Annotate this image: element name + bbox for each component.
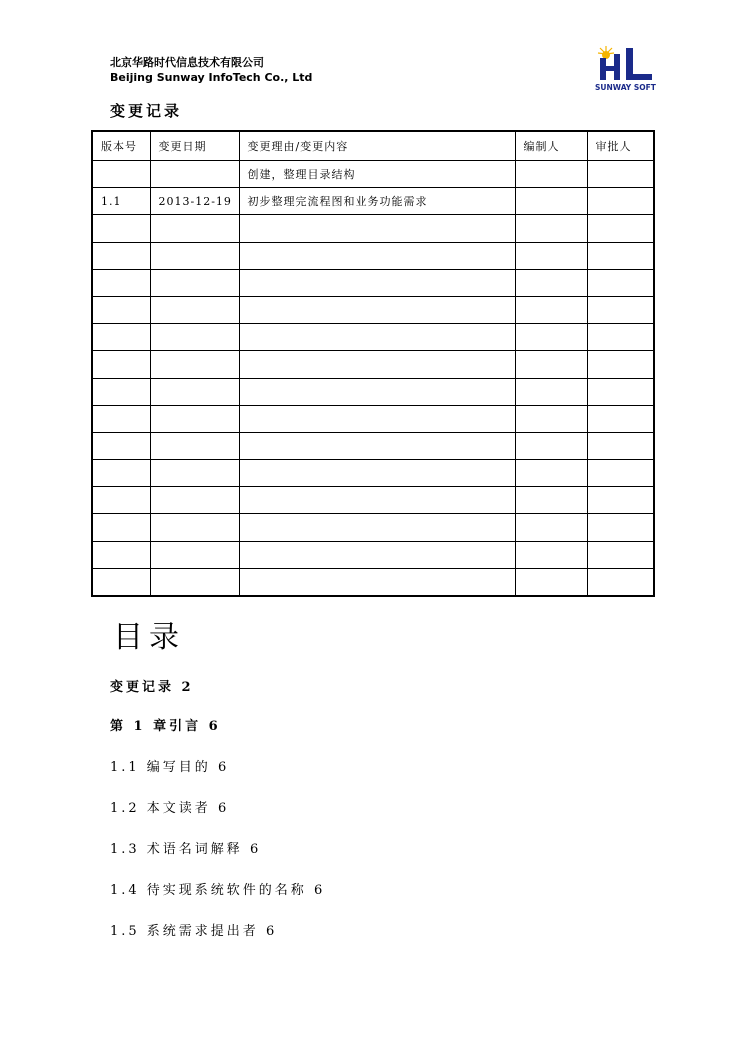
col-reason: 变更理由/变更内容	[239, 131, 515, 161]
table-cell	[587, 541, 654, 568]
table-cell: 1.1	[92, 188, 150, 215]
table-cell	[587, 188, 654, 215]
table-row	[92, 215, 654, 242]
table-cell	[515, 351, 587, 378]
table-cell	[92, 432, 150, 459]
table-cell	[150, 242, 239, 269]
table-cell	[515, 161, 587, 188]
table-cell	[92, 405, 150, 432]
toc-item[interactable]: 第 1 章引言 6	[110, 719, 221, 734]
sunway-logo	[592, 44, 658, 94]
table-cell	[239, 460, 515, 487]
table-row	[92, 514, 654, 541]
col-author: 编制人	[515, 131, 587, 161]
table-cell	[515, 460, 587, 487]
table-cell	[239, 514, 515, 541]
table-row	[92, 296, 654, 323]
table-cell	[587, 378, 654, 405]
company-name-en: Beijing Sunway InfoTech Co., Ltd	[110, 71, 313, 84]
toc-item[interactable]: 1.5 系统需求提出者 6	[110, 924, 278, 939]
table-cell	[515, 378, 587, 405]
table-cell	[92, 460, 150, 487]
toc-item[interactable]: 1.4 待实现系统软件的名称 6	[110, 883, 326, 898]
table-row	[92, 405, 654, 432]
table-cell	[515, 514, 587, 541]
table-cell	[92, 296, 150, 323]
table-cell	[150, 460, 239, 487]
toc-item[interactable]: 1.3 术语名词解释 6	[110, 842, 262, 857]
table-cell	[239, 487, 515, 514]
toc-item[interactable]: 变更记录 2	[110, 680, 194, 695]
table-cell	[587, 324, 654, 351]
table-cell	[239, 296, 515, 323]
table-cell	[92, 215, 150, 242]
change-log-body	[92, 161, 654, 597]
table-cell	[150, 378, 239, 405]
table-cell	[150, 432, 239, 459]
company-header	[110, 56, 312, 85]
col-version: 版本号	[92, 131, 150, 161]
table-row	[92, 269, 654, 296]
table-cell	[92, 514, 150, 541]
table-cell	[239, 215, 515, 242]
table-cell	[587, 568, 654, 596]
change-log-table	[91, 130, 655, 597]
table-cell: 2013-12-19	[150, 188, 239, 215]
table-cell	[92, 161, 150, 188]
table-cell	[587, 351, 654, 378]
table-header-row	[92, 131, 654, 161]
table-cell	[150, 405, 239, 432]
table-cell	[587, 514, 654, 541]
table-cell	[239, 568, 515, 596]
table-cell	[239, 541, 515, 568]
table-row	[92, 378, 654, 405]
table-cell	[150, 324, 239, 351]
table-cell	[587, 242, 654, 269]
table-row	[92, 324, 654, 351]
table-cell	[587, 405, 654, 432]
toc-title: 目录	[113, 620, 185, 655]
table-cell	[150, 161, 239, 188]
table-cell	[150, 568, 239, 596]
table-cell	[239, 351, 515, 378]
table-cell	[92, 351, 150, 378]
table-row	[92, 541, 654, 568]
table-cell	[515, 324, 587, 351]
table-cell	[150, 514, 239, 541]
table-cell	[515, 568, 587, 596]
table-cell	[150, 487, 239, 514]
table-cell	[239, 432, 515, 459]
table-cell	[239, 269, 515, 296]
logo-text: SUNWAY SOFT	[595, 83, 656, 92]
table-cell	[239, 378, 515, 405]
table-row	[92, 460, 654, 487]
table-cell	[92, 242, 150, 269]
table-cell	[587, 269, 654, 296]
table-cell: 创建，整理目录结构	[239, 161, 515, 188]
table-cell	[92, 324, 150, 351]
col-approver: 审批人	[587, 131, 654, 161]
table-cell	[587, 487, 654, 514]
table-cell	[515, 487, 587, 514]
table-cell	[587, 215, 654, 242]
table-cell	[587, 460, 654, 487]
table-cell	[92, 541, 150, 568]
table-cell	[92, 378, 150, 405]
table-cell	[239, 405, 515, 432]
table-cell	[150, 541, 239, 568]
company-name-cn: 北京华路时代信息技术有限公司	[110, 56, 264, 69]
table-cell	[150, 351, 239, 378]
table-row	[92, 351, 654, 378]
col-date: 变更日期	[150, 131, 239, 161]
table-cell	[587, 432, 654, 459]
table-row	[92, 487, 654, 514]
table-cell	[587, 161, 654, 188]
table-cell	[515, 296, 587, 323]
toc-item[interactable]: 1.1 编写目的 6	[110, 760, 230, 775]
table-row	[92, 161, 654, 188]
table-cell: 初步整理完流程图和业务功能需求	[239, 188, 515, 215]
table-cell	[150, 215, 239, 242]
table-row	[92, 568, 654, 596]
change-log-title: 变更记录	[110, 102, 183, 120]
table-cell	[515, 188, 587, 215]
table-cell	[515, 432, 587, 459]
table-cell	[515, 541, 587, 568]
table-cell	[92, 487, 150, 514]
table-cell	[515, 269, 587, 296]
table-cell	[587, 296, 654, 323]
table-cell	[150, 269, 239, 296]
table-cell	[150, 296, 239, 323]
table-cell	[515, 405, 587, 432]
table-cell	[515, 215, 587, 242]
table-cell	[92, 269, 150, 296]
table-cell	[515, 242, 587, 269]
toc-item[interactable]: 1.2 本文读者 6	[110, 801, 230, 816]
table-row	[92, 188, 654, 215]
table-cell	[239, 242, 515, 269]
table-row	[92, 242, 654, 269]
table-cell	[239, 324, 515, 351]
table-cell	[92, 568, 150, 596]
table-row	[92, 432, 654, 459]
